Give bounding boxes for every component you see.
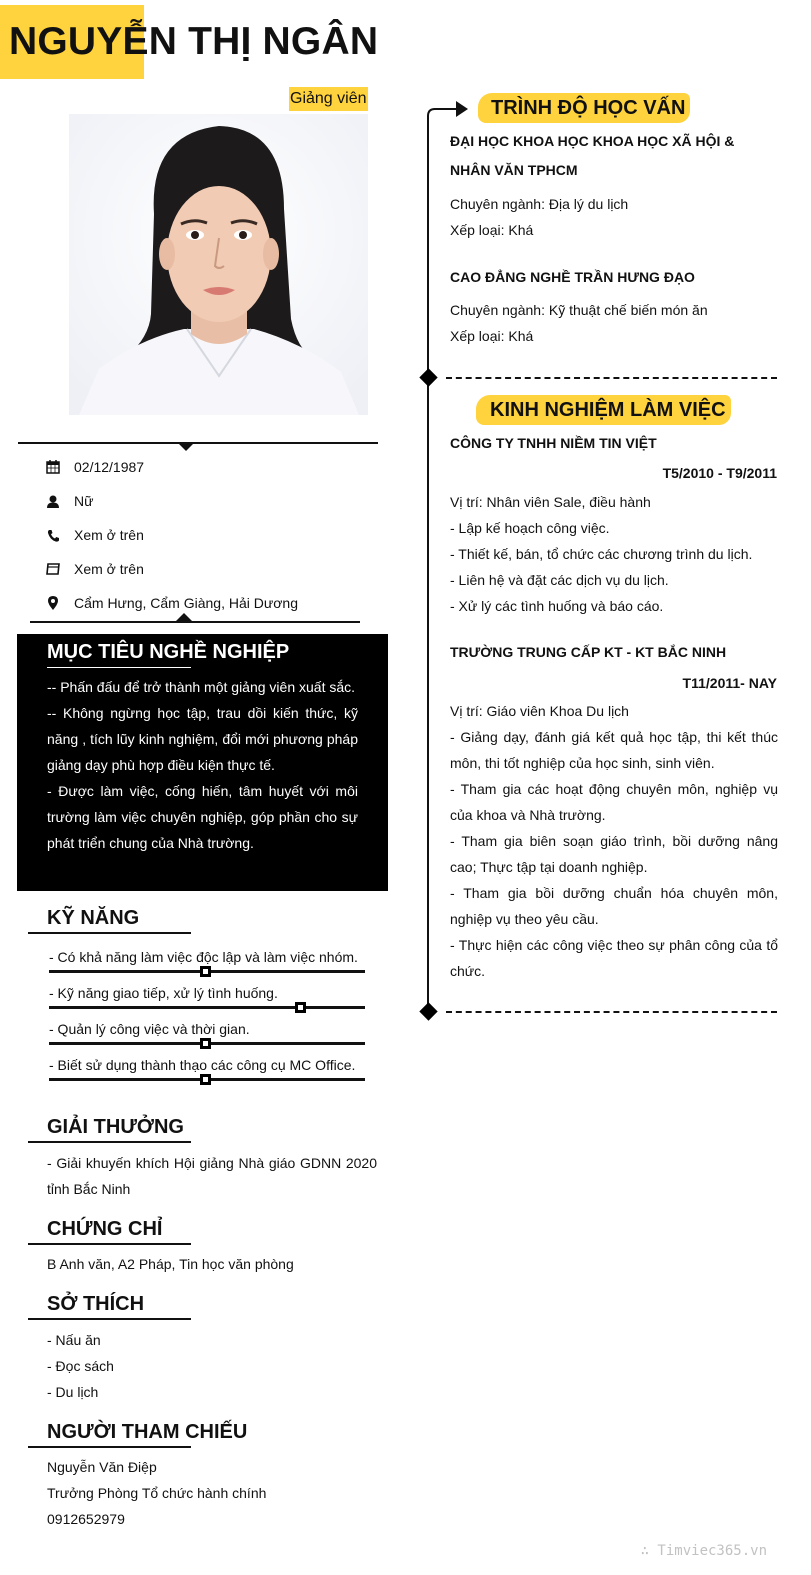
reference-item: Trưởng Phòng Tổ chức hành chính (47, 1485, 267, 1501)
divider-contact-marker (176, 613, 192, 621)
divider-photo (18, 442, 378, 444)
reference-item: 0912652979 (47, 1511, 125, 1527)
education-major: Chuyên ngành: Kỹ thuật chế biến món ăn (450, 302, 708, 318)
career-objective-section (17, 634, 388, 891)
skill-level-knob (295, 1002, 306, 1013)
contact-email-value: Xem ở trên (74, 561, 144, 577)
certificates-title-underline (28, 1243, 191, 1245)
experience-line: - Thiết kế, bán, tổ chức các chương trình du lịch. (450, 546, 753, 562)
references-title-underline (28, 1446, 191, 1448)
education-grade: Xếp loại: Khá (450, 328, 534, 344)
education-school: ĐẠI HỌC KHOA HỌC KHOA HỌC XÃ HỘI & NHÂN VĂN TPHCM (450, 133, 735, 178)
references-title: NGƯỜI THAM CHIẾU (47, 1421, 248, 1443)
watermark: ∴ Timviec365.vn (640, 1543, 767, 1559)
timeline-dash (446, 377, 777, 379)
experience-line: - Lập kế hoạch công việc. (450, 520, 610, 536)
contact-dob (44, 455, 144, 479)
email-icon (44, 560, 62, 578)
user-icon (44, 492, 62, 510)
divider-marker (178, 443, 194, 451)
reference-item: Nguyễn Văn Điệp (47, 1459, 157, 1475)
contact-address-value: Cẩm Hưng, Cẩm Giàng, Hải Dương (74, 595, 298, 611)
career-objective-underline (47, 667, 191, 668)
experience-line: Vị trí: Nhân viên Sale, điều hành (450, 494, 651, 510)
timeline-diamond (419, 1002, 437, 1020)
experience-details (450, 698, 778, 984)
phone-icon (44, 526, 62, 544)
education-grade: Xếp loại: Khá (450, 222, 534, 238)
experience-line: - Xử lý các tình huống và báo cáo. (450, 598, 664, 614)
skill-label: - Có khả năng làm việc độc lập và làm việc nhóm. (49, 949, 358, 965)
hobbies-title: SỞ THÍCH (47, 1293, 145, 1315)
education-title: TRÌNH ĐỘ HỌC VẤN (491, 97, 686, 119)
experience-line: - Tham gia bồi dưỡng chuẩn hóa chuyên môn, nghiệp vụ theo yêu cầu. (450, 885, 778, 927)
contact-phone-value: Xem ở trên (74, 527, 144, 543)
skill-label: - Quản lý công việc và thời gian. (49, 1021, 250, 1037)
experience-line: - Liên hệ và đặt các dịch vụ du lịch. (450, 572, 669, 588)
education-major: Chuyên ngành: Địa lý du lịch (450, 196, 629, 212)
certificates-text: B Anh văn, A2 Pháp, Tin học văn phòng (47, 1256, 294, 1272)
experience-company: TRƯỜNG TRUNG CẤP KT - KT BẮC NINH (450, 644, 727, 660)
awards-title: GIẢI THƯỞNG (47, 1116, 184, 1138)
timeline-line (427, 128, 429, 1012)
career-objective-text (47, 674, 358, 856)
objective-paragraph: -- Phấn đấu để trở thành một giảng viên xuất sắc. (47, 679, 356, 695)
skill-label: - Kỹ năng giao tiếp, xử lý tình huống. (49, 985, 278, 1001)
contact-gender-value: Nữ (74, 493, 94, 509)
contact-email (44, 557, 144, 581)
divider-contact (30, 621, 360, 623)
profile-photo (69, 114, 368, 415)
contact-address (44, 591, 298, 615)
experience-line: - Thực hiện các công việc theo sự phân công của tổ chức. (450, 937, 778, 979)
contact-phone (44, 523, 144, 547)
location-icon (44, 594, 62, 612)
timeline-diamond (419, 368, 437, 386)
skill-bar (49, 1006, 365, 1009)
calendar-icon (44, 458, 62, 476)
skills-title: KỸ NĂNG (47, 907, 140, 929)
experience-line: - Giảng dạy, đánh giá kết quả học tập, thi kết thúc môn, thi tốt nghiệp của học sinh, sinh viên. (450, 729, 778, 771)
experience-title: KINH NGHIỆM LÀM VIỆC (490, 399, 726, 421)
awards-text: - Giải khuyến khích Hội giảng Nhà giáo GDNN 2020 tỉnh Bắc Ninh (47, 1155, 377, 1197)
candidate-name: NGUYỄN THỊ NGÂN (9, 20, 379, 63)
skill-level-knob (200, 966, 211, 977)
certificates-title: CHỨNG CHỈ (47, 1218, 163, 1240)
skill-level-knob (200, 1038, 211, 1049)
contact-gender (44, 489, 93, 513)
skill-level-knob (200, 1074, 211, 1085)
experience-line: Vị trí: Giáo viên Khoa Du lịch (450, 703, 629, 719)
experience-details (450, 489, 778, 619)
timeline-dash (446, 1011, 777, 1013)
experience-line: - Tham gia các hoạt động chuyên môn, nghiệp vụ của khoa và Nhà trường. (450, 781, 778, 823)
education-school: CAO ĐẲNG NGHỀ TRẦN HƯNG ĐẠO (450, 269, 695, 285)
experience-period: T5/2010 - T9/2011 (662, 465, 777, 481)
awards-title-underline (28, 1141, 191, 1143)
hobby-item: - Du lịch (47, 1384, 99, 1400)
hobbies-title-underline (28, 1318, 191, 1320)
experience-company: CÔNG TY TNHH NIỀM TIN VIỆT (450, 435, 657, 451)
hobby-item: - Nấu ăn (47, 1332, 101, 1348)
experience-period: T11/2011- NAY (682, 675, 777, 691)
objective-paragraph: - Được làm việc, cống hiến, tâm huyết với môi trường làm việc chuyên nghiệp, góp phần cho sự phát triển chung của Nhà trường. (47, 783, 358, 851)
career-objective-title: MỤC TIÊU NGHỀ NGHIỆP (47, 641, 290, 663)
experience-line: - Tham gia biên soạn giáo trình, bồi dưỡng nâng cao; Thực tập tại doanh nghiệp. (450, 833, 778, 875)
contact-dob-value: 02/12/1987 (74, 459, 145, 475)
skill-label: - Biết sử dụng thành thạo các công cụ MC Office. (49, 1057, 356, 1073)
objective-paragraph: -- Không ngừng học tập, trau dồi kiến thức, kỹ năng , tích lũy kinh nghiệm, đổi mới phương pháp giảng dạy phù hợp điều kiện thực tế. (47, 705, 358, 773)
hobby-item: - Đọc sách (47, 1358, 114, 1374)
skills-title-underline (28, 932, 191, 934)
timeline-arrow-icon (424, 100, 474, 130)
job-title: Giảng viên (289, 87, 368, 111)
